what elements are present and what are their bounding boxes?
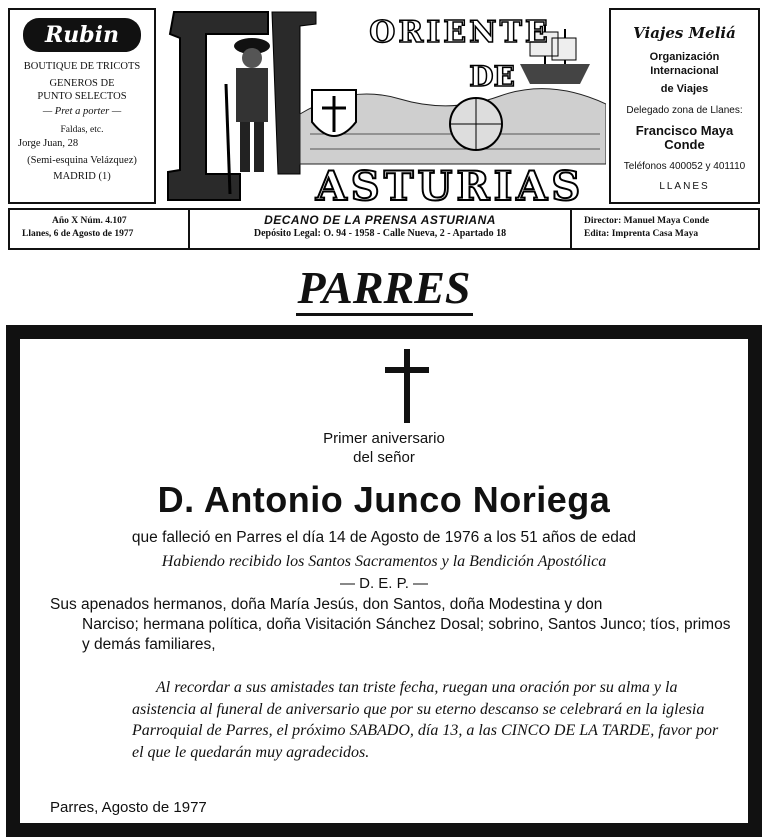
anniversary-line: del señor	[353, 449, 415, 466]
ad-line: MADRID (1)	[53, 171, 111, 182]
deposito-legal: Depósito Legal: O. 94 - 1958 - Calle Nueva, 2 - Apartado 18	[253, 228, 507, 239]
funeral-request: Al recordar a sus amistades tan triste fecha, ruegan una oración por su alma y la asistencia al funeral de aniversario que por su eterno descanso se celebrará en la iglesia Parroquial de Parres, el próximo SABADO, día 13, a las CINCO DE LA TARDE, favor por el que le quedarán muy agradecidos.	[132, 679, 719, 761]
masthead-title-de: DE	[469, 60, 515, 93]
ad-line: Organización Internacional	[649, 51, 720, 77]
family-first-line: Sus apenados hermanos, doña María Jesús, don Santos, doña Modestina y don	[50, 596, 603, 613]
ad-line: Teléfonos 400052 y 401110	[623, 161, 746, 172]
obituary-body	[20, 339, 748, 823]
deceased-name: D. Antonio Junco Noriega	[157, 479, 611, 520]
ad-line: Delegado zona de Llanes:	[626, 105, 743, 116]
masthead-info-bar	[8, 208, 760, 250]
ad-line: — Pret a porter —	[42, 106, 122, 117]
anniversary-heading	[20, 429, 748, 467]
masthead-title-asturias: ASTURIAS	[315, 163, 585, 208]
obituary-notice	[6, 325, 762, 837]
decano-tagline: DECANO DE LA PRENSA ASTURIANA	[264, 213, 496, 227]
rubin-logo: Rubin	[23, 18, 141, 52]
issue-number: Año X Núm. 4.107	[52, 216, 127, 226]
anniversary-line: Primer aniversario	[323, 430, 445, 447]
issue-info	[10, 210, 190, 248]
ad-line: de Viajes	[660, 83, 709, 95]
ad-line: Francisco Maya Conde	[635, 123, 734, 152]
masthead-illustration	[160, 4, 606, 208]
melia-title: Viajes Meliá	[633, 24, 736, 42]
cross-icon	[385, 349, 429, 423]
director: Director: Manuel Maya Conde	[584, 216, 710, 226]
death-details: que falleció en Parres el día 14 de Agosto de 1976 a los 51 años de edad	[131, 529, 637, 546]
dep-line: — D. E. P. —	[339, 575, 429, 592]
ad-line: PUNTO SELECTOS	[37, 91, 127, 102]
place-date-signature: Parres, Agosto de 1977	[50, 799, 207, 816]
ad-line: (Semi-esquina Velázquez)	[27, 155, 137, 166]
masthead-title-oriente: ORIENTE	[369, 15, 551, 50]
ad-line: Jorge Juan, 28	[18, 138, 79, 149]
family-rest: Narciso; hermana política, doña Visitación Sánchez Dosal; sobrino, Santos Junco; tíos, primos y demás familiares,	[82, 616, 731, 653]
issue-date: Llanes, 6 de Agosto de 1977	[22, 229, 134, 239]
publication-info	[190, 210, 572, 248]
ad-line: BOUTIQUE DE TRICOTS	[23, 61, 141, 72]
editorial-info	[572, 210, 758, 248]
rubin-advertisement	[8, 8, 156, 204]
editor: Edita: Imprenta Casa Maya	[584, 229, 699, 239]
ad-line: LLANES	[659, 181, 710, 192]
sacraments-line: Habiendo recibido los Santos Sacramentos y la Bendición Apostólica	[161, 553, 607, 570]
ad-line: Faldas, etc.	[60, 125, 104, 135]
ad-line: GENEROS DE	[49, 78, 115, 89]
viajes-melia-advertisement	[609, 8, 760, 204]
section-title	[0, 262, 768, 314]
family-list	[50, 595, 740, 655]
section-title-text: PARRES	[296, 262, 473, 316]
